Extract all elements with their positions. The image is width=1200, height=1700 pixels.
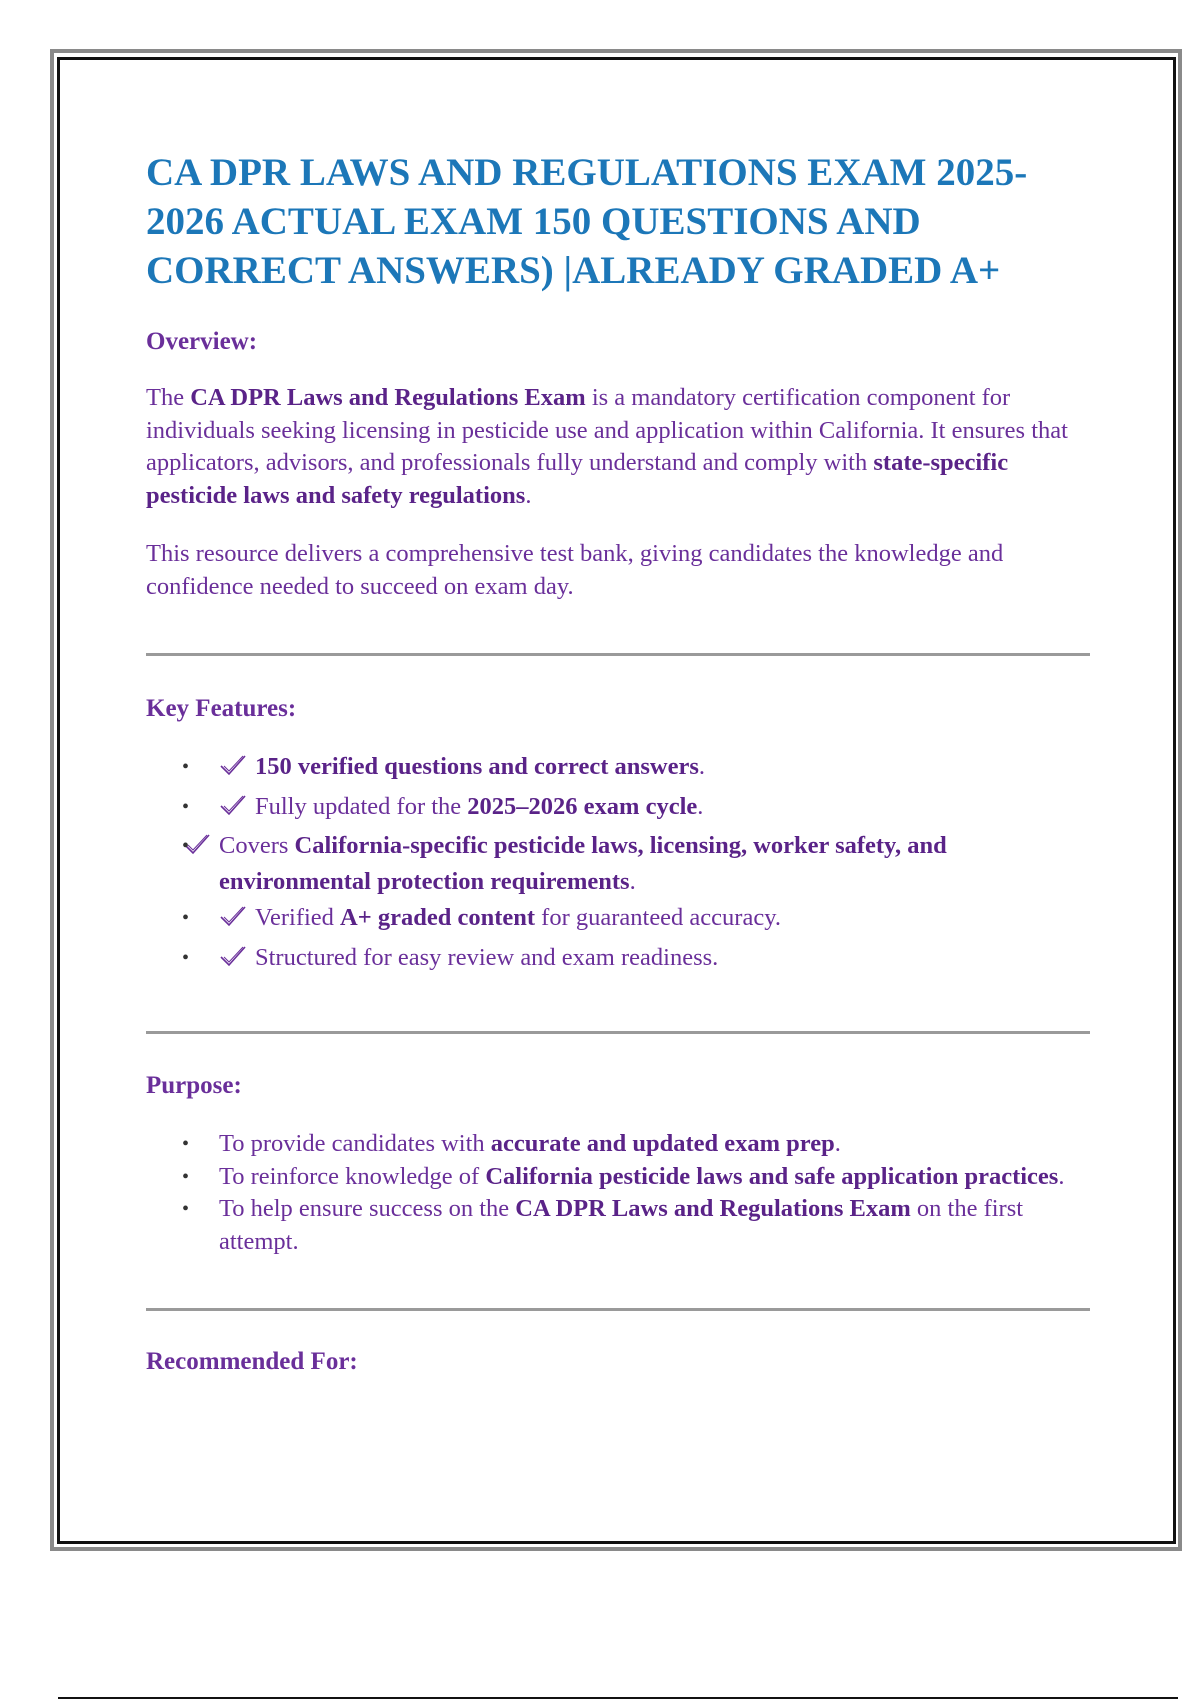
overview-paragraph-1 — [146, 382, 1091, 512]
list-item: • Verified A+ graded content for guaranteed accuracy. — [146, 902, 1091, 938]
overview-heading: Overview: — [146, 328, 258, 355]
list-item: • Structured for easy review and exam readiness. — [146, 942, 1091, 978]
document-content — [146, 148, 1091, 1377]
recommended-for-heading: Recommended For: — [146, 1348, 358, 1375]
check-icon — [219, 904, 249, 938]
overview-p1-text-2: is a mandatory certification component for individuals seeking licensing in pesticide use and application within California. It ensures that applicators, advisors, and professionals fully understand and comply with — [146, 384, 1068, 476]
section-divider — [146, 1308, 1090, 1311]
section-divider — [146, 653, 1090, 656]
list-item: • Covers California-specific pesticide laws, licensing, worker safety, and environmental protection requirements. — [182, 832, 947, 895]
overview-p1-text-1: The — [146, 384, 191, 411]
list-item: • To reinforce knowledge of California pesticide laws and safe application practices. — [182, 1162, 1065, 1190]
key-features-heading: Key Features: — [146, 695, 297, 722]
key-features-list — [146, 751, 1091, 977]
bottom-rule — [58, 1697, 1178, 1699]
list-item: • 150 verified questions and correct answers. — [146, 751, 1091, 787]
check-icon — [219, 944, 249, 978]
section-divider — [146, 1031, 1090, 1034]
overview-p1-bold-2: state-specific pesticide laws and safety regulations — [146, 449, 1009, 509]
overview-p1-bold-1: CA DPR Laws and Regulations Exam — [190, 384, 586, 411]
overview-p1-text-3: . — [525, 481, 532, 509]
list-item: • Fully updated for the 2025–2026 exam cycle. — [146, 791, 1091, 827]
purpose-heading: Purpose: — [146, 1072, 242, 1099]
list-item: • To provide candidates with accurate and updated exam prep. — [182, 1130, 841, 1157]
check-icon — [219, 793, 249, 827]
overview-paragraph-2: This resource delivers a comprehensive test bank, giving candidates the knowledge and confidence needed to succeed on exam day. — [146, 540, 1004, 600]
check-icon — [219, 753, 249, 787]
purpose-list — [146, 1128, 1091, 1258]
document-title: CA DPR LAWS AND REGULATIONS EXAM 2025-2026 ACTUAL EXAM 150 QUESTIONS AND CORRECT ANSWERS) |ALREADY GRADED A+ — [146, 151, 1028, 292]
list-item: • To help ensure success on the CA DPR Laws and Regulations Exam on the first attempt. — [182, 1195, 1024, 1255]
